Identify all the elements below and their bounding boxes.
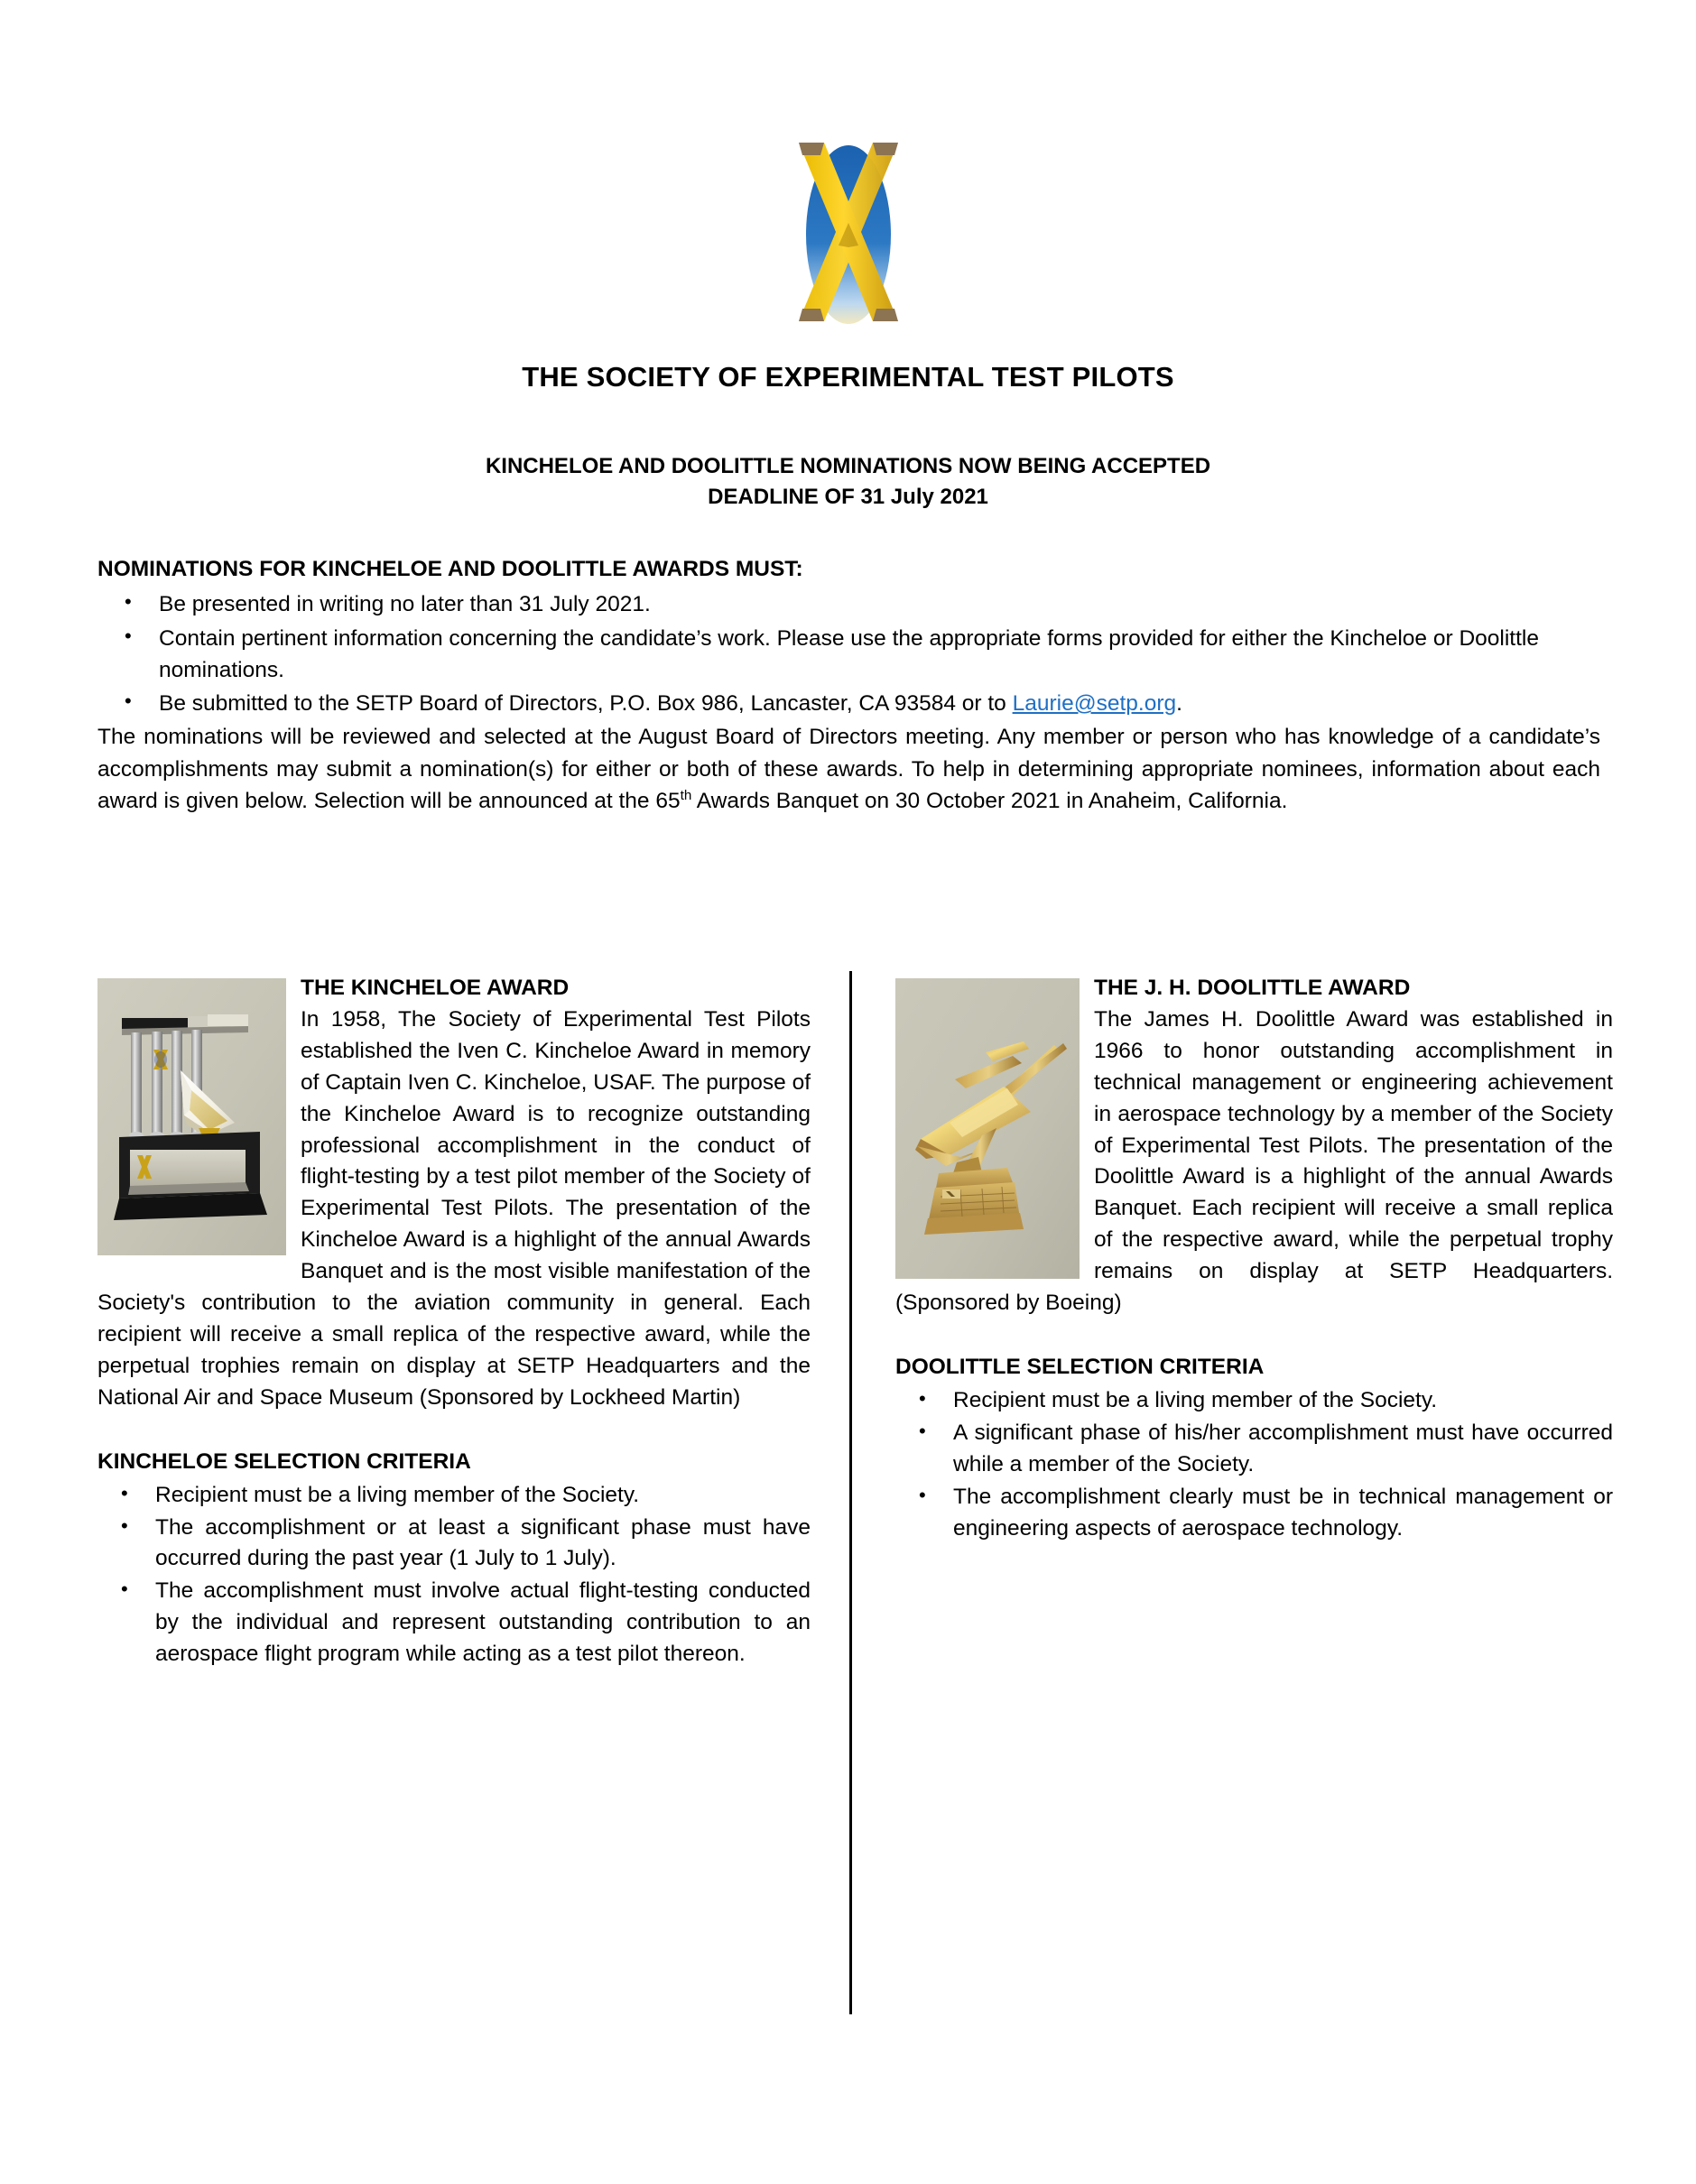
subheading-line-1: KINCHELOE AND DOOLITTLE NOMINATIONS NOW BEING ACCEPTED xyxy=(485,454,1211,478)
list-item-text: The accomplishment clearly must be in technical management or engineering aspects of aerospace technology. xyxy=(953,1484,1613,1541)
list-item-text-after-link: . xyxy=(1176,691,1182,717)
announcement-subheading xyxy=(0,451,1696,513)
list-item xyxy=(97,623,1600,687)
nominations-requirements-list xyxy=(97,588,1600,719)
list-item-text: Be presented in writing no later than 31 July 2021. xyxy=(159,592,651,617)
bullet-glyph: • xyxy=(125,590,132,614)
list-item-text: The accomplishment or at least a significant phase must have occurred during the past year (1 July to 1 July). xyxy=(155,1514,811,1571)
bullet-glyph: • xyxy=(919,1483,926,1506)
list-item-text: A significant phase of his/her accomplishment must have occurred while a member of the Society. xyxy=(953,1420,1613,1476)
doolittle-heading: THE J. H. DOOLITTLE AWARD xyxy=(1094,976,1411,1000)
bullet-glyph: • xyxy=(121,1578,128,1601)
paragraph-text-part-1: The nominations will be reviewed and selected at the August Board of Directors meeting. Any member or person who has knowledge of a candidate’s accomplishments may submit a nomination(s) for either or both of these awards. To help in determining appropriate nominees, information about each award is given below. Selection will be announced at the 65 xyxy=(97,725,1600,813)
bullet-glyph: • xyxy=(125,624,132,647)
list-item xyxy=(97,588,1600,620)
list-item xyxy=(97,1480,811,1512)
bullet-glyph: • xyxy=(125,689,132,713)
nominations-review-paragraph xyxy=(97,721,1600,817)
bullet-glyph: • xyxy=(919,1386,926,1410)
doolittle-trophy-image xyxy=(895,978,1080,1279)
page-title: THE SOCIETY OF EXPERIMENTAL TEST PILOTS xyxy=(522,361,1174,393)
kincheloe-award-column xyxy=(97,973,811,1671)
list-item xyxy=(895,1385,1613,1417)
doolittle-criteria-list xyxy=(895,1385,1613,1545)
list-item xyxy=(97,1513,811,1576)
list-item-text: Recipient must be a living member of the Society. xyxy=(953,1387,1438,1412)
list-item-text: The accomplishment must involve actual flight-testing conducted by the individual and represent outstanding contribution to an aerospace flight program while acting as a test pilot thereon. xyxy=(155,1578,811,1667)
logo-container xyxy=(0,128,1696,336)
subheading-line-2: DEADLINE OF 31 July 2021 xyxy=(708,485,988,510)
list-item-text: Recipient must be a living member of the Society. xyxy=(155,1482,640,1507)
bullet-glyph: • xyxy=(121,1481,128,1504)
bullet-glyph: • xyxy=(919,1419,926,1442)
column-divider xyxy=(849,971,852,2014)
kincheloe-heading: THE KINCHELOE AWARD xyxy=(301,976,570,1000)
nominations-requirements-title: NOMINATIONS FOR KINCHELOE AND DOOLITTLE AWARDS MUST: xyxy=(97,557,803,581)
kincheloe-description: In 1958, The Society of Experimental Test Pilots established the Iven C. Kincheloe Award in memory of Captain Iven C. Kincheloe, USAF. The purpose of the Kincheloe Award is to recognize outstanding professional accomplishment in the conduct of flight-testing by a test pilot member of the Society of Experimental Test Pilots. The presentation of the Kincheloe Award is a highlight of the annual Awards Banquet and is the most visible manifestation of the Society's contribution to the aviation community in general. Each recipient will receive a small replica of the respective award, while the perpetual trophies remain on display at SETP Headquarters and the National Air and Space Museum (Sponsored by Lockheed Martin) xyxy=(97,1006,811,1410)
bullet-glyph: • xyxy=(121,1513,128,1537)
list-item xyxy=(895,1418,1613,1481)
list-item-text-before-link: Be submitted to the SETP Board of Directors, P.O. Box 986, Lancaster, CA 93584 or to xyxy=(159,691,1013,717)
kincheloe-criteria-list xyxy=(97,1480,811,1670)
setp-x-logo-icon xyxy=(772,128,925,336)
ordinal-superscript: th xyxy=(680,787,692,803)
doolittle-description: The James H. Doolittle Award was established in 1966 to honor outstanding accomplishment in technical management or engineering achievement in aerospace technology by a member of the Society of Experimental Test Pilots. The presentation of the Doolittle Award is a highlight of the annual Awards Banquet. Each recipient will receive a small replica of the respective award, while the perpetual trophy remains on display at SETP Headquarters. (Sponsored by Boeing) xyxy=(895,1006,1613,1316)
kincheloe-trophy-image xyxy=(97,978,286,1255)
nominations-intro-section xyxy=(97,553,1600,817)
list-item xyxy=(97,688,1600,719)
doolittle-criteria-title: DOOLITTLE SELECTION CRITERIA xyxy=(895,1354,1265,1379)
list-item-text: Contain pertinent information concerning the candidate’s work. Please use the appropriate forms provided for either the Kincheloe or Doolittle nominations. xyxy=(159,625,1539,682)
kincheloe-criteria-title: KINCHELOE SELECTION CRITERIA xyxy=(97,1448,471,1474)
email-link[interactable]: Laurie@setp.org xyxy=(1012,691,1177,717)
list-item xyxy=(895,1482,1613,1545)
list-item xyxy=(97,1576,811,1670)
doolittle-award-column xyxy=(895,973,1613,1545)
paragraph-text-part-2: Awards Banquet on 30 October 2021 in Anaheim, California. xyxy=(691,788,1288,813)
